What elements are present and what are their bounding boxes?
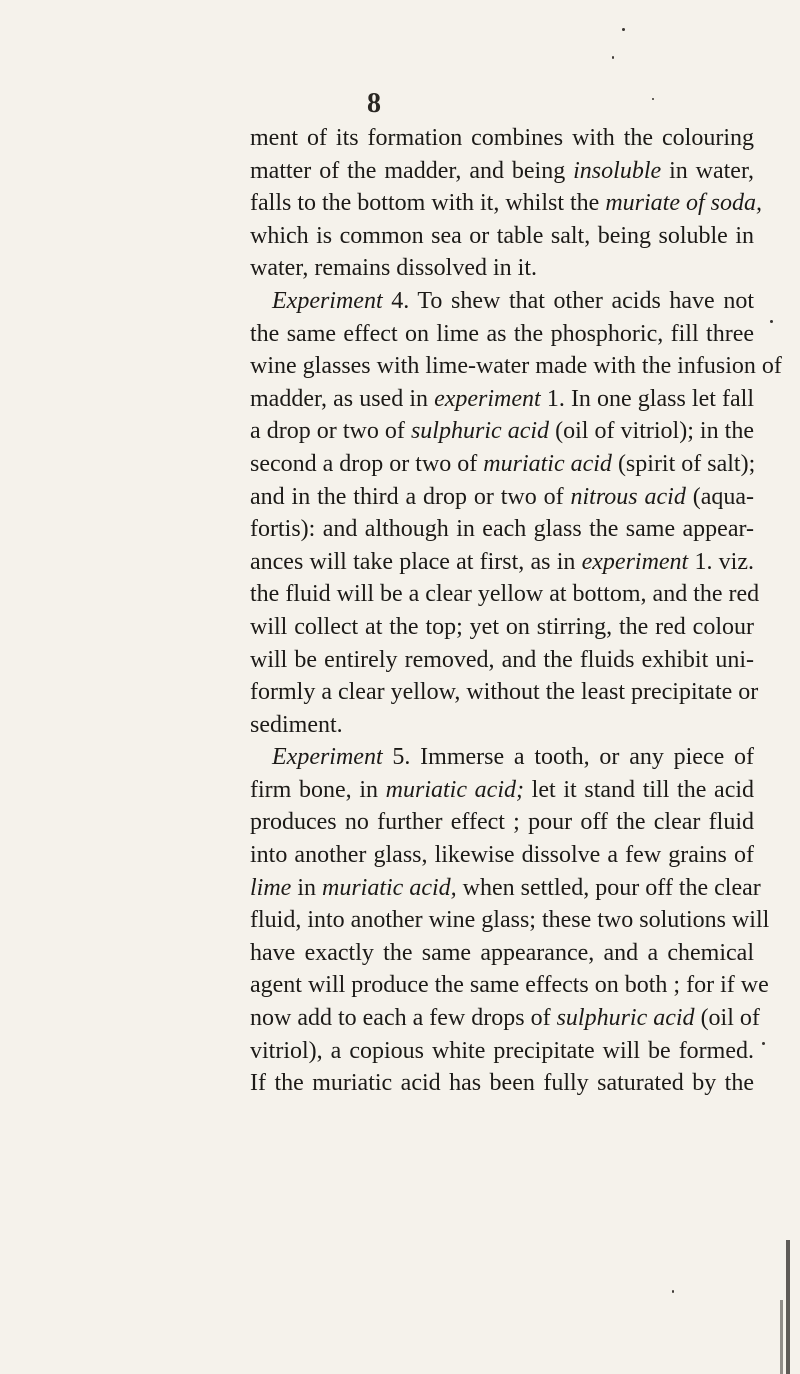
text-segment: fortis): and although in each glass the same appear- bbox=[250, 516, 754, 543]
text-segment: ances will take place at first, as in bbox=[250, 548, 582, 575]
text-line bbox=[250, 220, 754, 253]
text-segment: madder, as used in bbox=[250, 385, 435, 412]
text-line bbox=[250, 1002, 760, 1035]
text-segment: wine glasses with lime-water made with the infusion of bbox=[250, 353, 782, 380]
ink-speck bbox=[652, 98, 654, 100]
body-text bbox=[250, 122, 782, 1100]
text-line bbox=[250, 611, 754, 644]
text-segment: (oil of bbox=[694, 1005, 760, 1032]
ink-speck bbox=[612, 56, 614, 59]
text-segment: vitriol), a copious white precipitate will be formed. bbox=[250, 1037, 754, 1064]
text-segment: formly a clear yellow, without the least precipitate or bbox=[250, 679, 759, 706]
text-segment: into another glass, likewise dissolve a few grains of bbox=[250, 842, 754, 869]
text-segment: (oil of vitriol); in the bbox=[549, 418, 754, 445]
text-line bbox=[250, 709, 754, 742]
text-segment: falls to the bottom with it, whilst the bbox=[250, 190, 606, 217]
text-segment: ment of its formation combines with the colouring bbox=[250, 125, 754, 151]
text-segment: the same effect on lime as the phosphoric, fill three bbox=[250, 320, 754, 347]
text-line bbox=[250, 676, 759, 709]
text-segment: agent will produce the same effects on both ; for if we bbox=[250, 972, 769, 999]
text-line bbox=[250, 122, 754, 155]
italic-text-segment: Experiment bbox=[272, 287, 383, 314]
text-segment: when settled, pour off the clear bbox=[456, 874, 761, 901]
text-line bbox=[250, 155, 754, 188]
page-number: 8 bbox=[367, 88, 381, 119]
italic-text-segment: muriatic acid bbox=[483, 450, 612, 477]
italic-text-segment: sulphuric acid bbox=[410, 418, 550, 445]
text-line bbox=[250, 383, 754, 416]
ink-speck bbox=[762, 1042, 765, 1045]
italic-text-segment: nitrous acid bbox=[570, 483, 686, 510]
text-segment: sediment. bbox=[250, 711, 343, 738]
text-line bbox=[250, 1067, 754, 1100]
text-segment: 1. In one glass let fall bbox=[540, 385, 754, 412]
text-segment: firm bone, in bbox=[250, 776, 386, 803]
text-line bbox=[250, 1035, 754, 1068]
text-line bbox=[250, 937, 754, 970]
ink-speck bbox=[672, 1290, 674, 1293]
text-segment: produces no further effect ; pour off the clear fluid bbox=[250, 809, 754, 836]
italic-text-segment: sulphuric acid bbox=[556, 1005, 695, 1032]
text-line bbox=[250, 741, 754, 774]
text-line bbox=[250, 546, 754, 579]
italic-text-segment: experiment bbox=[581, 548, 689, 575]
italic-text-segment: insoluble bbox=[573, 157, 662, 184]
text-segment: let it stand till the acid bbox=[524, 776, 755, 803]
text-segment: a drop or two of bbox=[250, 418, 411, 445]
text-line bbox=[250, 872, 761, 905]
text-line bbox=[250, 839, 754, 872]
ink-speck bbox=[622, 28, 625, 31]
text-segment: the fluid will be a clear yellow at bottom, and the red bbox=[250, 581, 760, 608]
text-line bbox=[250, 904, 770, 937]
italic-text-segment: experiment bbox=[434, 385, 541, 412]
text-segment: second a drop or two of bbox=[250, 450, 484, 477]
text-line bbox=[250, 774, 754, 807]
page-edge-shadow bbox=[786, 1240, 790, 1374]
italic-text-segment: Experiment bbox=[272, 744, 383, 771]
italic-text-segment: muriate of soda, bbox=[605, 190, 762, 217]
text-segment: matter of the madder, and being bbox=[250, 157, 574, 184]
text-line bbox=[250, 448, 754, 481]
text-segment: 4. To shew that other acids have not bbox=[382, 287, 754, 314]
italic-text-segment: muriatic acid, bbox=[322, 874, 457, 901]
text-segment: in water, bbox=[661, 157, 754, 184]
ink-speck bbox=[770, 320, 773, 323]
text-line bbox=[250, 285, 754, 318]
italic-text-segment: lime bbox=[250, 874, 292, 901]
text-segment: and in the third a drop or two of bbox=[250, 483, 571, 510]
text-segment: 1. viz. bbox=[688, 548, 754, 575]
text-segment: (spirit of salt); bbox=[611, 450, 756, 477]
text-line bbox=[250, 252, 754, 285]
page-edge-shadow bbox=[780, 1300, 783, 1374]
text-segment: water, remains dissolved in it. bbox=[250, 255, 537, 282]
text-segment: fluid, into another wine glass; these two solutions will bbox=[250, 907, 770, 934]
text-line bbox=[250, 350, 782, 383]
text-segment: (aqua- bbox=[685, 483, 754, 510]
text-segment: 5. Immerse a tooth, or any piece of bbox=[382, 744, 754, 771]
text-line bbox=[250, 513, 754, 546]
text-segment: will be entirely removed, and the fluids exhibit uni- bbox=[250, 646, 754, 673]
italic-text-segment: muriatic acid; bbox=[385, 776, 524, 803]
text-line bbox=[250, 481, 754, 514]
text-line bbox=[250, 644, 754, 677]
text-segment: in bbox=[291, 874, 322, 901]
text-segment: will collect at the top; yet on stirring, the red colour bbox=[250, 613, 754, 640]
text-segment: have exactly the same appearance, and a chemical bbox=[250, 939, 754, 966]
text-line bbox=[250, 318, 754, 351]
text-segment: If the muriatic acid has been fully saturated by the bbox=[250, 1070, 754, 1097]
text-line bbox=[250, 969, 769, 1002]
text-line bbox=[250, 415, 754, 448]
text-line bbox=[250, 187, 762, 220]
text-line bbox=[250, 578, 760, 611]
text-line bbox=[250, 806, 754, 839]
text-segment: now add to each a few drops of bbox=[250, 1005, 557, 1032]
text-segment: which is common sea or table salt, being soluble in bbox=[250, 222, 754, 249]
